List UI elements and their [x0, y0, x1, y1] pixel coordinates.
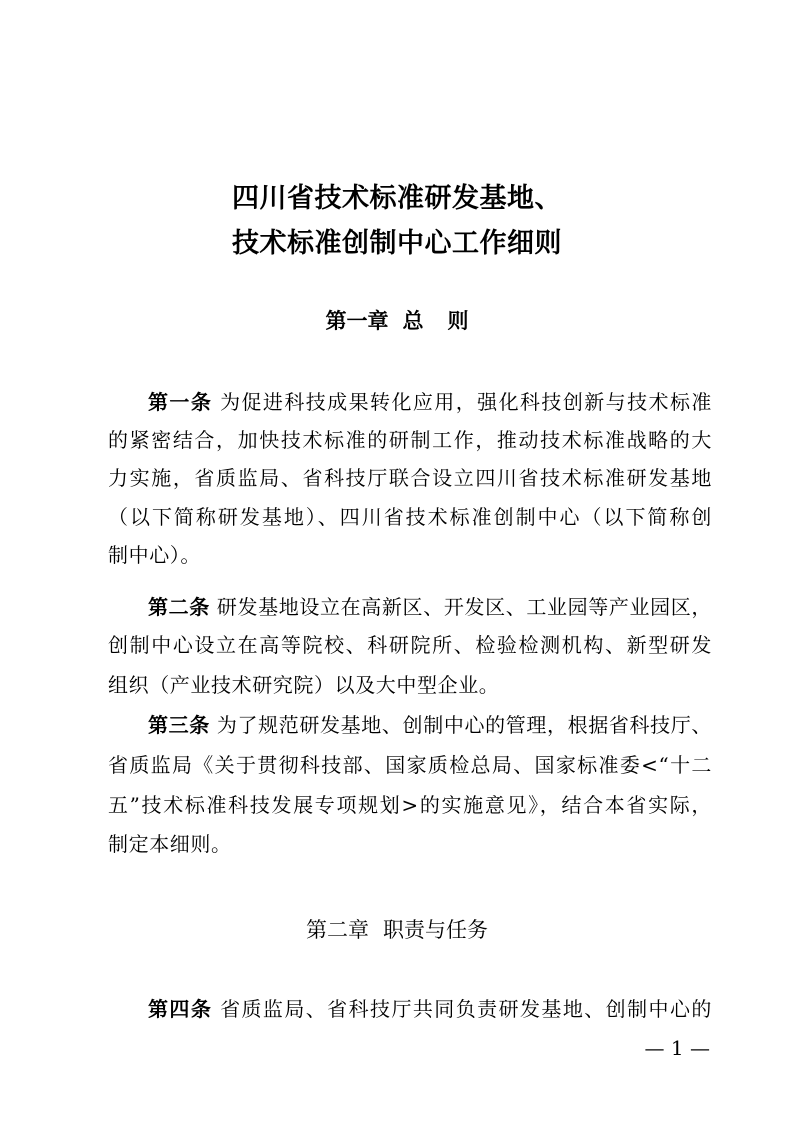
document-title-line-1: 四川省技术标准研发基地、 — [232, 183, 562, 214]
article-2-line-2: 创制中心设立在高等院校、科研院所、检验检测机构、新型研发 — [108, 633, 712, 657]
article-1-line-3: 力实施，省质监局、省科技厅联合设立四川省技术标准研发基地 — [108, 466, 712, 490]
chapter-1-number: 第一章 — [325, 309, 389, 333]
article-3-line-2: 省质监局《关于贯彻科技部、国家质检总局、国家标准委<“十二 — [108, 753, 712, 777]
document-title-line-2: 技术标准创制中心工作细则 — [232, 228, 562, 259]
article-4-line-1 — [148, 993, 712, 1022]
chapter-1-heading — [0, 305, 794, 335]
chapter-1-name-part-2: 则 — [447, 309, 469, 333]
article-3-line-3: 五”技术标准科技发展专项规划>的实施意见》，结合本省实际， — [108, 793, 712, 817]
article-3-line-4: 制定本细则。 — [108, 832, 232, 856]
chapter-2-name: 职责与任务 — [383, 918, 488, 942]
article-2-text-1: 研发基地设立在高新区、开发区、工业园等产业园区， — [216, 595, 712, 619]
article-2-label: 第二条 — [148, 595, 210, 619]
article-4-label: 第四条 — [148, 997, 213, 1021]
chapter-2-heading — [0, 914, 794, 944]
article-2-line-3: 组织（产业技术研究院）以及大中型企业。 — [108, 673, 500, 697]
article-1-line-1 — [148, 386, 712, 415]
article-3-label: 第三条 — [148, 713, 210, 737]
article-1-line-5: 制中心）。 — [108, 543, 201, 567]
article-1-line-2: 的紧密结合，加快技术标准的研制工作，推动技术标准战略的大 — [108, 428, 712, 452]
article-3-line-1 — [148, 709, 712, 738]
article-1-label: 第一条 — [148, 390, 213, 414]
article-3-text-1: 为了规范研发基地、创制中心的管理，根据省科技厅、 — [216, 713, 712, 737]
article-2-line-1 — [148, 591, 712, 620]
article-1-line-4: （以下简称研发基地）、四川省技术标准创制中心（以下简称创 — [108, 505, 712, 529]
chapter-1-name-part-1: 总 — [402, 309, 424, 333]
chapter-2-number: 第二章 — [306, 918, 369, 942]
article-4-text-1: 省质监局、省科技厅共同负责研发基地、创制中心的 — [220, 997, 712, 1021]
article-1-text-1: 为促进科技成果转化应用，强化科技创新与技术标准 — [220, 390, 712, 414]
page-number: — 1 — — [644, 1036, 710, 1060]
